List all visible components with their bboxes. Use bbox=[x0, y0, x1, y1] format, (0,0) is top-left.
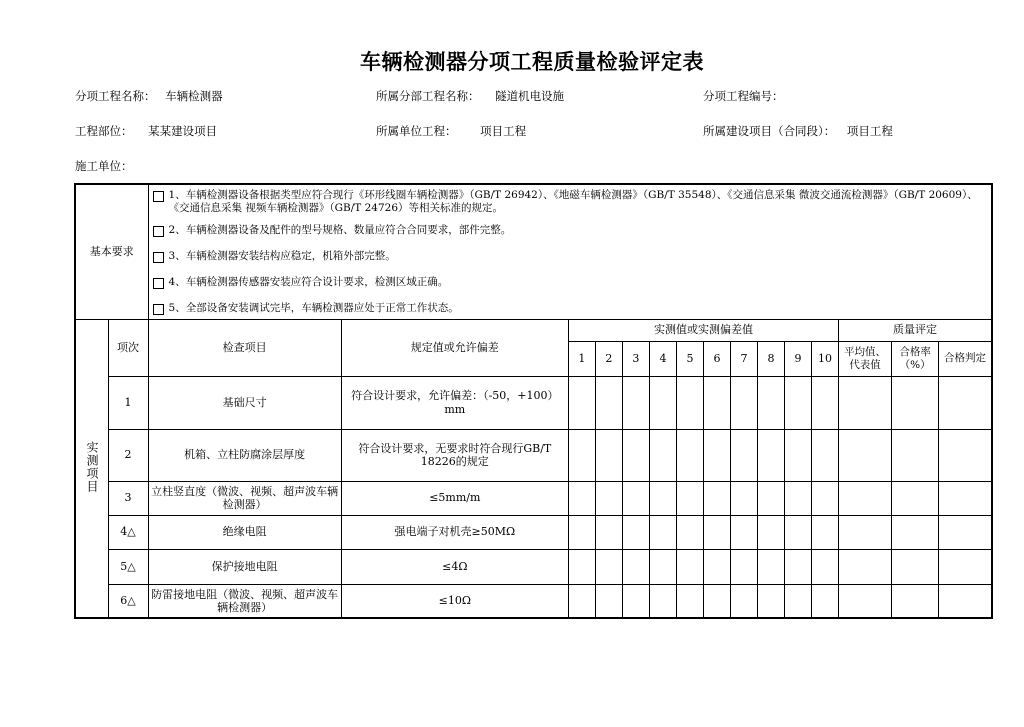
parent-unit-field bbox=[376, 123, 526, 139]
header-col-7: 7 bbox=[730, 341, 757, 376]
page-title: 车辆检测器分项工程质量检验评定表 bbox=[360, 49, 704, 74]
row-item: 立柱竖直度（微波、视频、超声波车辆检测器） bbox=[148, 481, 341, 515]
value-cell[interactable] bbox=[649, 481, 676, 515]
value-cell[interactable] bbox=[676, 481, 703, 515]
row-spec: 符合设计要求，无要求时符合现行GB/T 18226的规定 bbox=[341, 429, 568, 481]
value-cell[interactable] bbox=[785, 376, 812, 429]
judgement-cell[interactable] bbox=[939, 429, 992, 481]
value-cell[interactable] bbox=[676, 376, 703, 429]
value-cell[interactable] bbox=[649, 429, 676, 481]
header-col-4: 4 bbox=[649, 341, 676, 376]
value-cell[interactable] bbox=[595, 549, 622, 584]
parent-project-value: 项目工程 bbox=[846, 124, 893, 138]
header-inspection-item: 检查项目 bbox=[148, 319, 341, 376]
value-cell[interactable] bbox=[622, 515, 649, 549]
value-cell[interactable] bbox=[622, 549, 649, 584]
table-row bbox=[75, 429, 992, 481]
value-cell[interactable] bbox=[812, 549, 839, 584]
pass-rate-cell[interactable] bbox=[892, 515, 939, 549]
value-cell[interactable] bbox=[568, 549, 595, 584]
requirement-item: 3、车辆检测器安装结构应稳定，机箱外部完整。 bbox=[151, 250, 987, 263]
judgement-cell[interactable] bbox=[939, 515, 992, 549]
row-index: 2 bbox=[108, 429, 148, 481]
requirement-item: 4、车辆检测器传感器安装应符合设计要求，检测区域正确。 bbox=[151, 276, 987, 289]
value-cell[interactable] bbox=[703, 549, 730, 584]
info-row-2 bbox=[75, 123, 217, 139]
row-spec: 强电端子对机壳≥50MΩ bbox=[341, 515, 568, 549]
header-col-3: 3 bbox=[622, 341, 649, 376]
value-cell[interactable] bbox=[649, 515, 676, 549]
value-cell[interactable] bbox=[676, 549, 703, 584]
value-cell[interactable] bbox=[622, 481, 649, 515]
header-col-10: 10 bbox=[812, 341, 839, 376]
value-cell[interactable] bbox=[730, 429, 757, 481]
row-spec: 符合设计要求，允许偏差：（-50，+100）mm bbox=[341, 376, 568, 429]
average-cell[interactable] bbox=[839, 481, 892, 515]
average-cell[interactable] bbox=[839, 376, 892, 429]
judgement-cell[interactable] bbox=[939, 376, 992, 429]
header-col-6: 6 bbox=[703, 341, 730, 376]
basic-requirements-label: 基本要求 bbox=[75, 184, 148, 319]
value-cell[interactable] bbox=[758, 549, 785, 584]
header-col-2: 2 bbox=[595, 341, 622, 376]
row-spec: ≤10Ω bbox=[341, 584, 568, 618]
average-cell[interactable] bbox=[839, 515, 892, 549]
value-cell[interactable] bbox=[758, 515, 785, 549]
parent-division-label: 所属分部工程名称： bbox=[376, 89, 480, 103]
row-spec: ≤5mm/m bbox=[341, 481, 568, 515]
requirement-checkbox[interactable] bbox=[153, 278, 164, 289]
requirement-item: 1、车辆检测器设备根据类型应符合现行《环形线圈车辆检测器》（GB/T 26942）、《地磁车辆检测器》（GB/T 35548）、《交通信息采集 微波交通流检测器》（GB/T 20609）、《交通信息采集 视频车辆检测器》（GB/T 24726）等相关标准的规定。 bbox=[151, 189, 987, 215]
basic-requirements-list bbox=[148, 184, 992, 319]
value-cell[interactable] bbox=[676, 515, 703, 549]
row-index: 3 bbox=[108, 481, 148, 515]
value-cell[interactable] bbox=[568, 515, 595, 549]
judgement-cell[interactable] bbox=[939, 549, 992, 584]
average-cell[interactable] bbox=[839, 584, 892, 618]
pass-rate-cell[interactable] bbox=[892, 481, 939, 515]
requirement-checkbox[interactable] bbox=[153, 226, 164, 237]
row-item: 绝缘电阻 bbox=[148, 515, 341, 549]
requirement-checkbox[interactable] bbox=[153, 252, 164, 263]
subproject-name-label: 分项工程名称： bbox=[75, 89, 156, 103]
row-item: 防雷接地电阻（微波、视频、超声波车辆检测器） bbox=[148, 584, 341, 618]
measured-items-label: 实测项目 bbox=[75, 319, 108, 618]
work-location-label: 工程部位： bbox=[75, 124, 133, 138]
subproject-number-label: 分项工程编号： bbox=[703, 89, 784, 103]
value-cell[interactable] bbox=[649, 376, 676, 429]
value-cell[interactable] bbox=[758, 429, 785, 481]
subproject-name-value: 车辆检测器 bbox=[165, 89, 223, 103]
evaluation-table bbox=[74, 183, 993, 619]
row-index: 5△ bbox=[108, 549, 148, 584]
value-cell[interactable] bbox=[785, 584, 812, 618]
value-cell[interactable] bbox=[730, 549, 757, 584]
value-cell[interactable] bbox=[595, 481, 622, 515]
requirement-item: 2、车辆检测器设备及配件的型号规格、数量应符合合同要求，部件完整。 bbox=[151, 224, 987, 237]
table-row bbox=[75, 584, 992, 618]
table-row bbox=[75, 515, 992, 549]
value-cell[interactable] bbox=[730, 584, 757, 618]
value-cell[interactable] bbox=[812, 515, 839, 549]
average-cell[interactable] bbox=[839, 429, 892, 481]
row-spec: ≤4Ω bbox=[341, 549, 568, 584]
header-index: 项次 bbox=[108, 319, 148, 376]
value-cell[interactable] bbox=[595, 429, 622, 481]
table-row bbox=[75, 481, 992, 515]
parent-unit-label: 所属单位工程： bbox=[376, 124, 457, 138]
value-cell[interactable] bbox=[622, 376, 649, 429]
row-item: 机箱、立柱防腐涂层厚度 bbox=[148, 429, 341, 481]
value-cell[interactable] bbox=[676, 584, 703, 618]
header-col-5: 5 bbox=[676, 341, 703, 376]
value-cell[interactable] bbox=[676, 429, 703, 481]
row-item: 基础尺寸 bbox=[148, 376, 341, 429]
parent-division-field bbox=[376, 88, 564, 104]
header-col-1: 1 bbox=[568, 341, 595, 376]
work-location-value: 某某建设项目 bbox=[148, 124, 218, 138]
value-cell[interactable] bbox=[758, 481, 785, 515]
value-cell[interactable] bbox=[785, 481, 812, 515]
judgement-cell[interactable] bbox=[939, 481, 992, 515]
row-index: 1 bbox=[108, 376, 148, 429]
value-cell[interactable] bbox=[785, 549, 812, 584]
value-cell[interactable] bbox=[812, 481, 839, 515]
value-cell[interactable] bbox=[785, 429, 812, 481]
value-cell[interactable] bbox=[730, 376, 757, 429]
value-cell[interactable] bbox=[622, 429, 649, 481]
header-average: 平均值、代表值 bbox=[839, 341, 892, 376]
header-col-9: 9 bbox=[785, 341, 812, 376]
contractor-label: 施工单位： bbox=[75, 159, 133, 173]
value-cell[interactable] bbox=[622, 584, 649, 618]
pass-rate-cell[interactable] bbox=[892, 584, 939, 618]
row-index: 4△ bbox=[108, 515, 148, 549]
pass-rate-cell[interactable] bbox=[892, 429, 939, 481]
parent-unit-value: 项目工程 bbox=[480, 124, 527, 138]
parent-division-value: 隧道机电设施 bbox=[495, 89, 565, 103]
row-item: 保护接地电阻 bbox=[148, 549, 341, 584]
header-col-8: 8 bbox=[758, 341, 785, 376]
pass-rate-cell[interactable] bbox=[892, 376, 939, 429]
header-spec: 规定值或允许偏差 bbox=[341, 319, 568, 376]
value-cell[interactable] bbox=[703, 481, 730, 515]
value-cell[interactable] bbox=[703, 376, 730, 429]
subproject-number-field bbox=[703, 88, 784, 104]
value-cell[interactable] bbox=[730, 481, 757, 515]
value-cell[interactable] bbox=[649, 549, 676, 584]
value-cell[interactable] bbox=[812, 584, 839, 618]
value-cell[interactable] bbox=[568, 481, 595, 515]
info-row-1 bbox=[75, 88, 223, 104]
header-judgement: 合格判定 bbox=[939, 341, 992, 376]
value-cell[interactable] bbox=[730, 515, 757, 549]
parent-project-field bbox=[703, 123, 893, 139]
row-index: 6△ bbox=[108, 584, 148, 618]
info-row-3 bbox=[75, 158, 133, 174]
judgement-cell[interactable] bbox=[939, 584, 992, 618]
basic-requirements-row bbox=[75, 184, 992, 319]
average-cell[interactable] bbox=[839, 549, 892, 584]
requirement-checkbox[interactable] bbox=[153, 304, 164, 315]
header-measured-values: 实测值或实测偏差值 bbox=[568, 319, 838, 341]
value-cell[interactable] bbox=[568, 376, 595, 429]
value-cell[interactable] bbox=[595, 515, 622, 549]
value-cell[interactable] bbox=[568, 429, 595, 481]
requirement-checkbox[interactable] bbox=[153, 191, 164, 202]
value-cell[interactable] bbox=[785, 515, 812, 549]
value-cell[interactable] bbox=[595, 584, 622, 618]
value-cell[interactable] bbox=[758, 584, 785, 618]
value-cell[interactable] bbox=[568, 584, 595, 618]
value-cell[interactable] bbox=[758, 376, 785, 429]
value-cell[interactable] bbox=[595, 376, 622, 429]
value-cell[interactable] bbox=[812, 429, 839, 481]
value-cell[interactable] bbox=[812, 376, 839, 429]
table-row bbox=[75, 376, 992, 429]
header-quality-evaluation: 质量评定 bbox=[839, 319, 992, 341]
value-cell[interactable] bbox=[649, 584, 676, 618]
requirement-item: 5、全部设备安装调试完毕，车辆检测器应处于正常工作状态。 bbox=[151, 302, 987, 315]
value-cell[interactable] bbox=[703, 584, 730, 618]
parent-project-label: 所属建设项目（合同段）： bbox=[703, 124, 836, 138]
value-cell[interactable] bbox=[703, 515, 730, 549]
pass-rate-cell[interactable] bbox=[892, 549, 939, 584]
measured-header-row-1 bbox=[75, 319, 992, 341]
table-row bbox=[75, 549, 992, 584]
header-pass-rate: 合格率（%） bbox=[892, 341, 939, 376]
value-cell[interactable] bbox=[703, 429, 730, 481]
